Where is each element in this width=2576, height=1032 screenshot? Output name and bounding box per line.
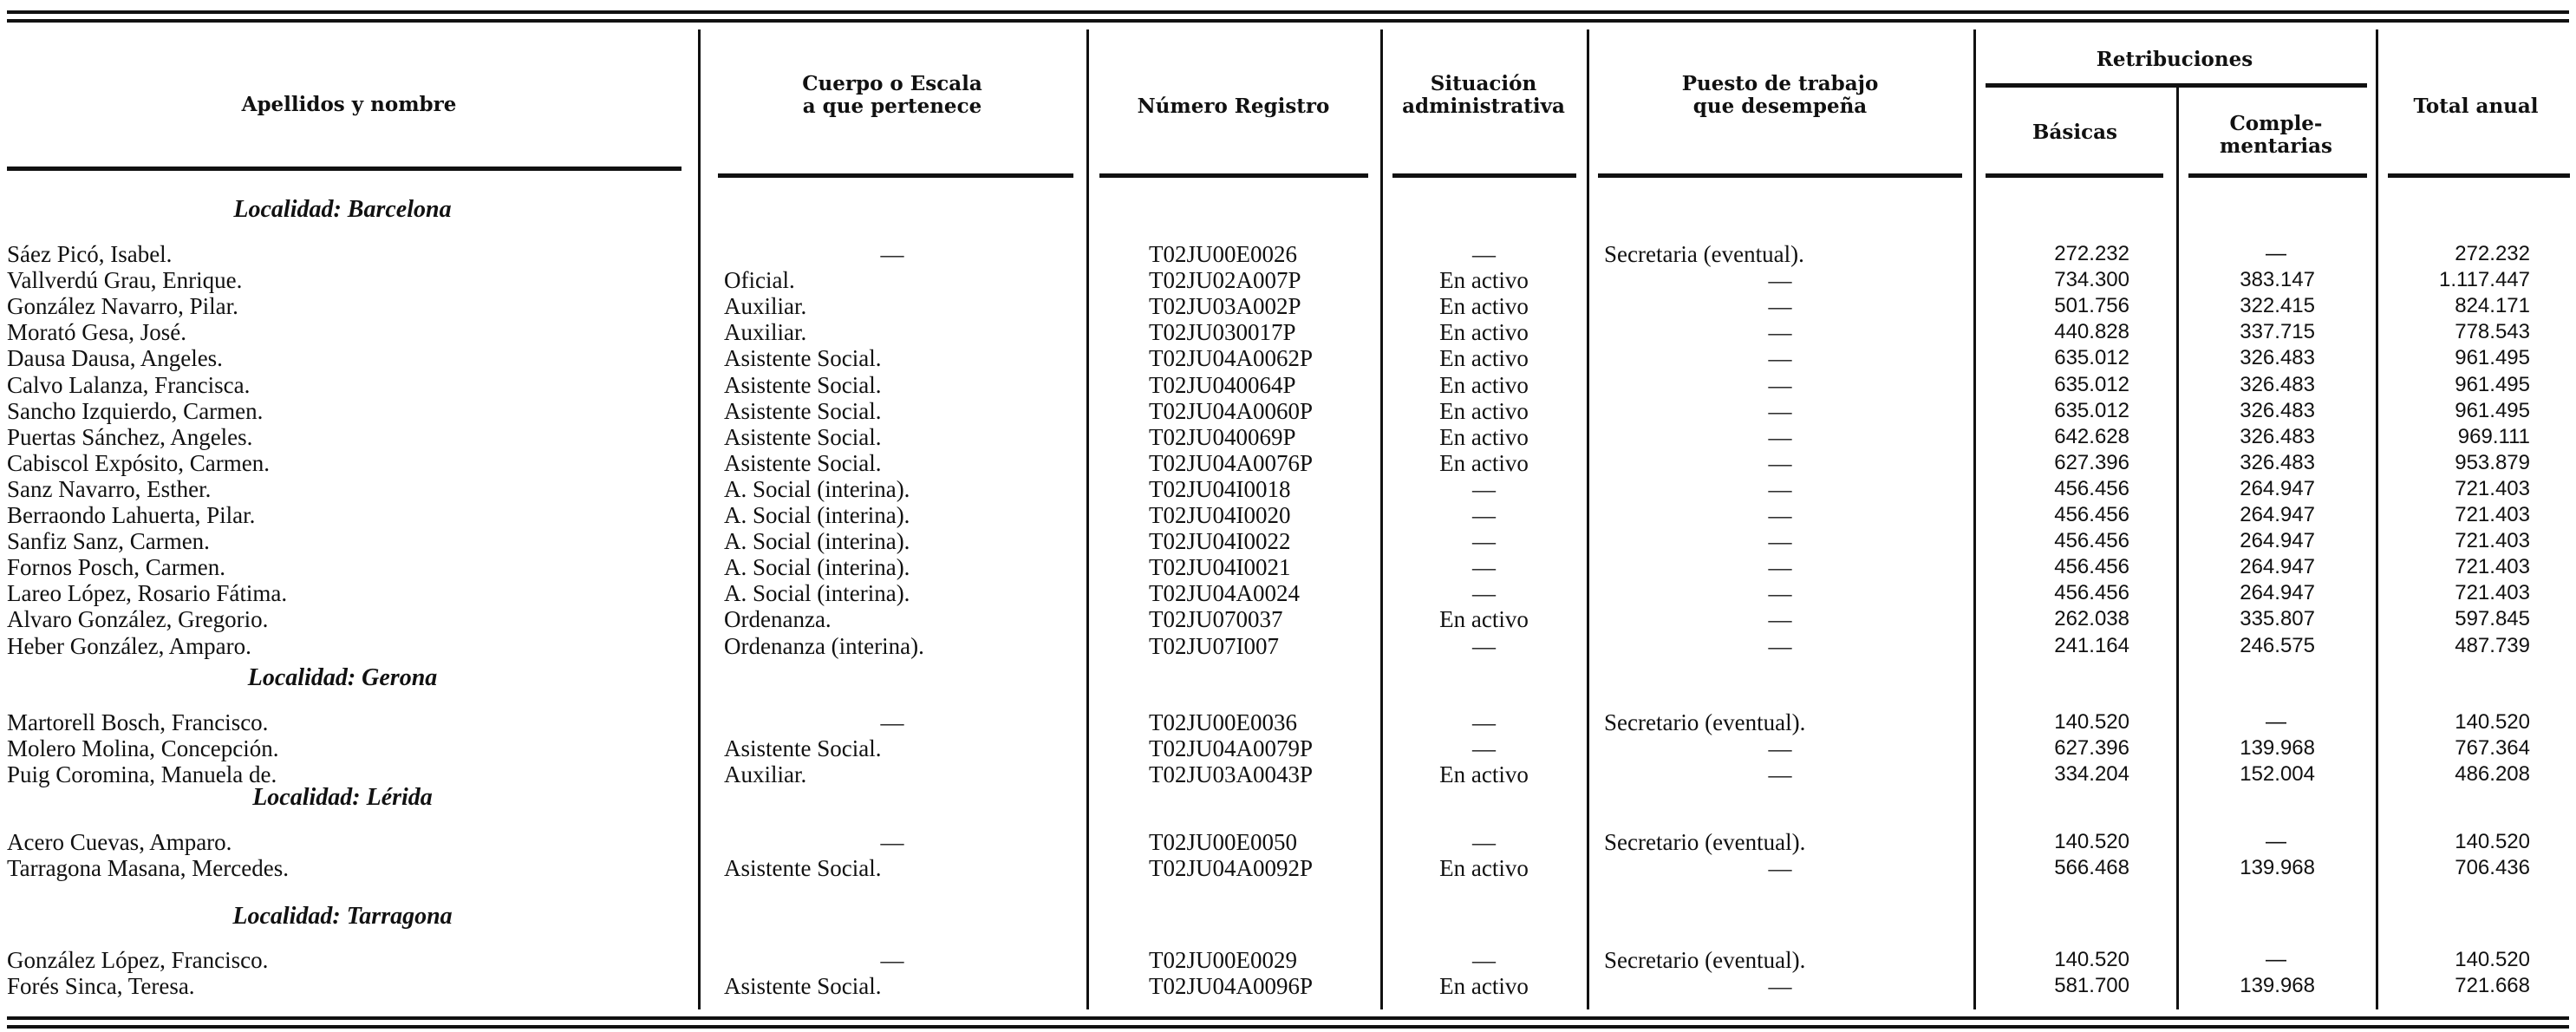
total-cell: 721.668: [2455, 974, 2530, 998]
puesto-cell: —: [1768, 761, 1792, 788]
puesto-cell: —: [1768, 423, 1792, 450]
total-cell: 721.403: [2455, 555, 2530, 579]
puesto-cell: Secretaria (eventual).: [1604, 241, 1804, 267]
complementarias-cell: 326.483: [2240, 372, 2315, 396]
puesto-cell: Secretario (eventual).: [1604, 709, 1806, 735]
basicas-cell: 272.232: [2054, 242, 2129, 265]
cuerpo-cell: A. Social (interina).: [724, 554, 910, 581]
name-cell: González López, Francisco.: [7, 947, 269, 973]
cuerpo-cell: Ordenanza (interina).: [724, 632, 924, 659]
puesto-cell: —: [1768, 502, 1792, 528]
registro-cell: T02JU04I0021: [1149, 554, 1291, 581]
complementarias-cell: 383.147: [2240, 268, 2315, 292]
total-cell: 953.879: [2455, 450, 2530, 474]
registro-cell: T02JU040069P: [1149, 423, 1296, 450]
cuerpo-cell: Asistente Social.: [724, 973, 882, 1000]
complementarias-cell: —: [2266, 710, 2286, 734]
situacion-cell: En activo: [1439, 293, 1529, 320]
name-cell: Puertas Sánchez, Angeles.: [7, 423, 253, 450]
header-registro: Número Registro: [1137, 95, 1330, 118]
total-cell: 969.111: [2457, 424, 2530, 448]
name-cell: Lareo López, Rosario Fátima.: [7, 580, 288, 607]
header-complementarias: Comple- mentarias: [2220, 112, 2332, 158]
situacion-cell: En activo: [1439, 761, 1529, 788]
cuerpo-cell: Asistente Social.: [724, 345, 882, 372]
header-underline: [1392, 173, 1576, 178]
registro-cell: T02JU04A0079P: [1149, 735, 1314, 762]
total-cell: 721.403: [2455, 476, 2530, 500]
registro-cell: T02JU070037: [1149, 606, 1283, 633]
basicas-cell: 627.396: [2054, 736, 2129, 761]
name-cell: Sancho Izquierdo, Carmen.: [7, 397, 264, 424]
situacion-cell: —: [1472, 528, 1496, 555]
puesto-cell: —: [1768, 475, 1792, 502]
puesto-cell: —: [1768, 267, 1792, 294]
situacion-cell: —: [1472, 502, 1496, 528]
name-cell: Molero Molina, Concepción.: [7, 735, 279, 762]
complementarias-cell: 264.947: [2240, 503, 2315, 526]
registro-cell: T02JU00E0026: [1149, 241, 1297, 267]
cuerpo-cell: —: [880, 947, 904, 973]
header-cuerpo: Cuerpo o Escala a que pertenece: [802, 72, 982, 118]
complementarias-cell: 264.947: [2240, 555, 2315, 579]
bottom-rule: [7, 1016, 2569, 1020]
complementarias-cell: —: [2266, 830, 2286, 853]
puesto-cell: Secretario (eventual).: [1604, 947, 1806, 973]
bottom-rule-2: [7, 1025, 2569, 1029]
puesto-cell: —: [1768, 855, 1792, 882]
puesto-cell: —: [1768, 580, 1792, 607]
name-cell: Sanz Navarro, Esther.: [7, 475, 212, 502]
total-cell: 961.495: [2455, 346, 2530, 370]
total-cell: 140.520: [2455, 710, 2530, 734]
total-cell: 486.208: [2455, 762, 2530, 787]
situacion-cell: —: [1472, 241, 1496, 267]
situacion-cell: En activo: [1439, 423, 1529, 450]
cuerpo-cell: Ordenanza.: [724, 606, 831, 633]
cuerpo-cell: Asistente Social.: [724, 397, 882, 424]
total-cell: 140.520: [2455, 830, 2530, 853]
basicas-cell: 642.628: [2054, 424, 2129, 448]
complementarias-cell: 264.947: [2240, 581, 2315, 605]
situacion-cell: —: [1472, 947, 1496, 973]
total-cell: 140.520: [2455, 948, 2530, 971]
localidad-heading: Localidad: Gerona: [247, 664, 438, 691]
total-cell: 1.117.447: [2439, 268, 2530, 292]
complementarias-cell: —: [2266, 242, 2286, 265]
name-cell: Forés Sinca, Teresa.: [7, 973, 195, 1000]
registro-cell: T02JU07I007: [1149, 632, 1279, 659]
registro-cell: T02JU030017P: [1149, 319, 1296, 346]
basicas-cell: 635.012: [2054, 346, 2129, 370]
header-basicas: Básicas: [2032, 121, 2117, 144]
name-cell: González Navarro, Pilar.: [7, 293, 238, 320]
header-underline: [718, 173, 1073, 178]
complementarias-cell: 139.968: [2240, 736, 2315, 761]
registro-cell: T02JU04A0062P: [1149, 345, 1314, 372]
localidad-heading: Localidad: Barcelona: [233, 196, 452, 223]
registro-cell: T02JU040064P: [1149, 371, 1296, 398]
registro-cell: T02JU00E0036: [1149, 709, 1297, 735]
localidad-heading: Localidad: Lérida: [252, 784, 433, 811]
complementarias-cell: 326.483: [2240, 398, 2315, 422]
situacion-cell: En activo: [1439, 397, 1529, 424]
cuerpo-cell: Auxiliar.: [724, 761, 807, 788]
registro-cell: T02JU03A002P: [1149, 293, 1301, 320]
basicas-cell: 566.468: [2054, 856, 2129, 880]
total-cell: 767.364: [2455, 736, 2530, 761]
total-cell: 721.403: [2455, 529, 2530, 553]
name-cell: Fornos Posch, Carmen.: [7, 554, 225, 581]
divider-registro: [1086, 29, 1089, 1009]
header-apellidos: Apellidos y nombre: [241, 93, 457, 116]
situacion-cell: —: [1472, 554, 1496, 581]
situacion-cell: En activo: [1439, 855, 1529, 882]
registro-cell: T02JU04A0096P: [1149, 973, 1314, 1000]
complementarias-cell: 326.483: [2240, 424, 2315, 448]
basicas-cell: 456.456: [2054, 503, 2129, 526]
basicas-cell: 140.520: [2054, 710, 2129, 734]
registro-cell: T02JU03A0043P: [1149, 761, 1314, 788]
puesto-cell: —: [1768, 397, 1792, 424]
cuerpo-cell: Asistente Social.: [724, 423, 882, 450]
complementarias-cell: 264.947: [2240, 476, 2315, 500]
basicas-cell: 140.520: [2054, 948, 2129, 971]
name-cell: Sanfiz Sanz, Carmen.: [7, 528, 210, 555]
situacion-cell: En activo: [1439, 449, 1529, 476]
total-cell: 824.171: [2455, 294, 2530, 318]
puesto-cell: —: [1768, 449, 1792, 476]
puesto-cell: —: [1768, 293, 1792, 320]
top-rule-2: [7, 19, 2569, 23]
basicas-cell: 627.396: [2054, 450, 2129, 474]
basicas-cell: 241.164: [2054, 633, 2129, 657]
header-underline: [1099, 173, 1368, 178]
total-cell: 706.436: [2455, 856, 2530, 880]
cuerpo-cell: Asistente Social.: [724, 371, 882, 398]
registro-cell: T02JU04A0024: [1149, 580, 1300, 607]
top-rule: [7, 10, 2569, 14]
divider-cuerpo: [698, 29, 701, 1009]
header-total: Total anual: [2413, 95, 2539, 118]
basicas-cell: 140.520: [2054, 830, 2129, 853]
cuerpo-cell: Asistente Social.: [724, 449, 882, 476]
situacion-cell: —: [1472, 829, 1496, 855]
situacion-cell: —: [1472, 709, 1496, 735]
complementarias-cell: 326.483: [2240, 346, 2315, 370]
puesto-cell: —: [1768, 632, 1792, 659]
total-cell: 961.495: [2455, 372, 2530, 396]
name-cell: Dausa Dausa, Angeles.: [7, 345, 223, 372]
situacion-cell: —: [1472, 475, 1496, 502]
puesto-cell: —: [1768, 528, 1792, 555]
basicas-cell: 456.456: [2054, 581, 2129, 605]
complementarias-cell: 335.807: [2240, 607, 2315, 631]
cuerpo-cell: A. Social (interina).: [724, 475, 910, 502]
header-underline: [1986, 173, 2163, 178]
complementarias-cell: 337.715: [2240, 320, 2315, 344]
complementarias-cell: 326.483: [2240, 450, 2315, 474]
cuerpo-cell: —: [880, 241, 904, 267]
puesto-cell: —: [1768, 735, 1792, 762]
situacion-cell: En activo: [1439, 371, 1529, 398]
localidad-heading: Localidad: Tarragona: [232, 903, 453, 930]
cuerpo-cell: Auxiliar.: [724, 293, 807, 320]
header-underline: [7, 167, 681, 171]
situacion-cell: En activo: [1439, 345, 1529, 372]
cuerpo-cell: A. Social (interina).: [724, 580, 910, 607]
registro-cell: T02JU04A0060P: [1149, 397, 1314, 424]
registro-cell: T02JU04I0018: [1149, 475, 1291, 502]
basicas-cell: 334.204: [2054, 762, 2129, 787]
header-situacion: Situación administrativa: [1402, 72, 1565, 118]
basicas-cell: 456.456: [2054, 555, 2129, 579]
situacion-cell: En activo: [1439, 319, 1529, 346]
name-cell: Acero Cuevas, Amparo.: [7, 829, 232, 855]
header-puesto: Puesto de trabajo que desempeña: [1681, 72, 1879, 118]
registro-cell: T02JU04A0092P: [1149, 855, 1314, 882]
total-cell: 961.495: [2455, 398, 2530, 422]
puesto-cell: —: [1768, 371, 1792, 398]
situacion-cell: En activo: [1439, 973, 1529, 1000]
name-cell: Vallverdú Grau, Enrique.: [7, 267, 243, 294]
cuerpo-cell: Asistente Social.: [724, 855, 882, 882]
total-cell: 721.403: [2455, 581, 2530, 605]
name-cell: Calvo Lalanza, Francisca.: [7, 371, 251, 398]
name-cell: Martorell Bosch, Francisco.: [7, 709, 269, 735]
complementarias-cell: 152.004: [2240, 762, 2315, 787]
name-cell: Morató Gesa, José.: [7, 319, 186, 346]
total-cell: 597.845: [2455, 607, 2530, 631]
situacion-cell: En activo: [1439, 606, 1529, 633]
cuerpo-cell: —: [880, 829, 904, 855]
name-cell: Cabiscol Expósito, Carmen.: [7, 449, 270, 476]
situacion-cell: —: [1472, 735, 1496, 762]
total-cell: 778.543: [2455, 320, 2530, 344]
name-cell: Puig Coromina, Manuela de.: [7, 761, 277, 788]
basicas-cell: 456.456: [2054, 476, 2129, 500]
basicas-cell: 456.456: [2054, 529, 2129, 553]
situacion-cell: —: [1472, 580, 1496, 607]
complementarias-cell: 139.968: [2240, 974, 2315, 998]
basicas-cell: 501.756: [2054, 294, 2129, 318]
retribuciones-underline: [1986, 83, 2367, 88]
puesto-cell: —: [1768, 606, 1792, 633]
puesto-cell: —: [1768, 345, 1792, 372]
total-cell: 487.739: [2455, 633, 2530, 657]
puesto-cell: —: [1768, 554, 1792, 581]
situacion-cell: —: [1472, 632, 1496, 659]
header-underline: [2388, 173, 2570, 178]
registro-cell: T02JU04I0020: [1149, 502, 1291, 528]
complementarias-cell: —: [2266, 948, 2286, 971]
registro-cell: T02JU02A007P: [1149, 267, 1301, 294]
name-cell: Sáez Picó, Isabel.: [7, 241, 173, 267]
total-cell: 272.232: [2455, 242, 2530, 265]
registro-cell: T02JU00E0050: [1149, 829, 1297, 855]
puesto-cell: —: [1768, 973, 1792, 1000]
puesto-cell: —: [1768, 319, 1792, 346]
registro-cell: T02JU04A0076P: [1149, 449, 1314, 476]
cuerpo-cell: Auxiliar.: [724, 319, 807, 346]
basicas-cell: 440.828: [2054, 320, 2129, 344]
basicas-cell: 635.012: [2054, 398, 2129, 422]
complementarias-cell: 322.415: [2240, 294, 2315, 318]
name-cell: Tarragona Masana, Mercedes.: [7, 855, 289, 882]
basicas-cell: 635.012: [2054, 372, 2129, 396]
header-retribuciones: Retribuciones: [2096, 48, 2253, 71]
complementarias-cell: 246.575: [2240, 633, 2315, 657]
situacion-cell: En activo: [1439, 267, 1529, 294]
header-underline: [2188, 173, 2367, 178]
basicas-cell: 734.300: [2054, 268, 2129, 292]
basicas-cell: 581.700: [2054, 974, 2129, 998]
puesto-cell: Secretario (eventual).: [1604, 829, 1806, 855]
registro-cell: T02JU00E0029: [1149, 947, 1297, 973]
total-cell: 721.403: [2455, 503, 2530, 526]
cuerpo-cell: A. Social (interina).: [724, 528, 910, 555]
name-cell: Alvaro González, Gregorio.: [7, 606, 269, 633]
cuerpo-cell: Oficial.: [724, 267, 795, 294]
basicas-cell: 262.038: [2054, 607, 2129, 631]
name-cell: Berraondo Lahuerta, Pilar.: [7, 502, 256, 528]
cuerpo-cell: Asistente Social.: [724, 735, 882, 762]
name-cell: Heber González, Amparo.: [7, 632, 251, 659]
header-underline: [1598, 173, 1962, 178]
complementarias-cell: 139.968: [2240, 856, 2315, 880]
complementarias-cell: 264.947: [2240, 529, 2315, 553]
registro-cell: T02JU04I0022: [1149, 528, 1291, 555]
cuerpo-cell: A. Social (interina).: [724, 502, 910, 528]
cuerpo-cell: —: [880, 709, 904, 735]
